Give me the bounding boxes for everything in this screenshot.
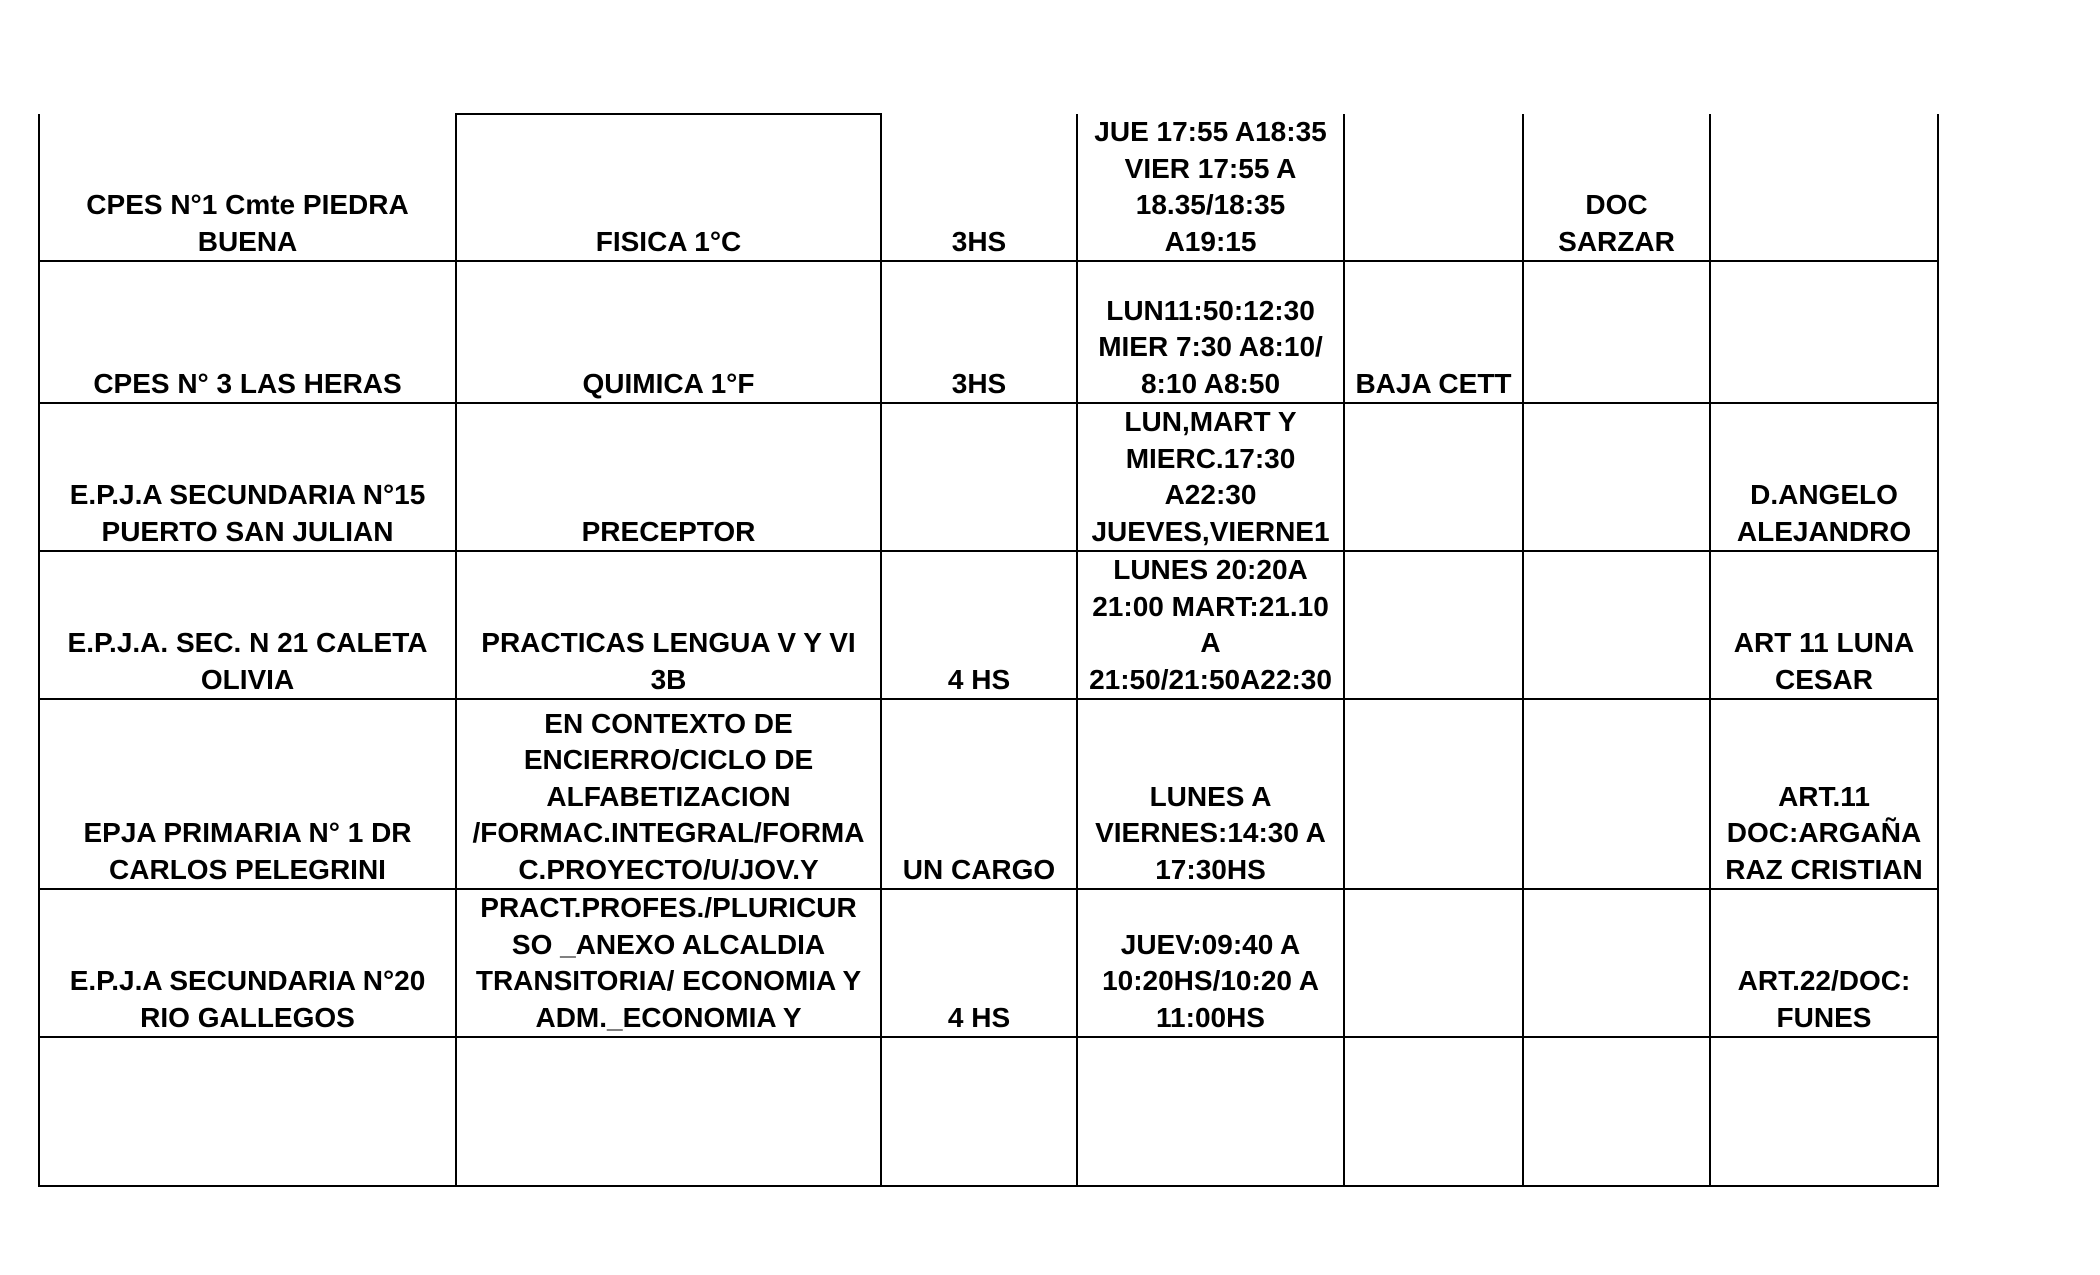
- subject-cell: [456, 699, 881, 889]
- status-value: BAJA CETT: [1355, 367, 1512, 399]
- hours-value: 4 HS: [947, 663, 1011, 695]
- spreadsheet-page: [38, 113, 1939, 1187]
- school-name: CPES N°1 Cmte PIEDRA BUENA: [86, 189, 409, 257]
- schedule-value: JUEV:09:40 A 10:20HS/10:20 A 11:00HS: [1102, 928, 1319, 1033]
- subject-name: QUIMICA 1°F: [582, 367, 755, 399]
- status-cell: [1344, 1037, 1523, 1186]
- hours-cell: [881, 551, 1077, 699]
- note-value: ART 11 LUNA CESAR: [1733, 627, 1915, 695]
- hours-value: 4 HS: [947, 1001, 1011, 1033]
- hours-cell: [881, 699, 1077, 889]
- school-name: E.P.J.A. SEC. N 21 CALETA OLIVIA: [67, 627, 428, 695]
- school-name: CPES N° 3 LAS HERAS: [93, 367, 402, 399]
- hours-cell: [881, 889, 1077, 1037]
- subject-name: PRACT.PROFES./PLURICUR SO _ANEXO ALCALDIA TRANSITORIA/ ECONOMIA Y ADM._ECONOMIA Y: [475, 892, 862, 1033]
- schedule-value: LUN11:50:12:30 MIER 7:30 A8:10/ 8:10 A8:50: [1098, 294, 1323, 399]
- note-value: D.ANGELO ALEJANDRO: [1736, 479, 1912, 547]
- status-cell: [1344, 114, 1523, 261]
- note-cell: [1710, 551, 1938, 699]
- table-row: [39, 403, 1938, 551]
- status-cell: [1344, 551, 1523, 699]
- assignments-table: [38, 113, 1939, 1187]
- subject-name: FISICA 1°C: [595, 225, 742, 257]
- subject-cell: [456, 1037, 881, 1186]
- schedule-value: LUN,MART Y MIERC.17:30 A22:30 JUEVES,VIERNE1: [1091, 406, 1330, 547]
- doc-cell: [1523, 403, 1710, 551]
- doc-value: DOC SARZAR: [1558, 189, 1675, 257]
- subject-name: EN CONTEXTO DE ENCIERRO/CICLO DE ALFABETIZACION /FORMAC.INTEGRAL/FORMA C.PROYECTO/U/JOV.Y: [472, 707, 865, 885]
- doc-cell: [1523, 699, 1710, 889]
- doc-cell: [1523, 261, 1710, 403]
- table-row: [39, 261, 1938, 403]
- subject-cell: [456, 114, 881, 261]
- table-row: [39, 114, 1938, 261]
- schedule-cell: [1077, 1037, 1344, 1186]
- hours-value: 3HS: [951, 225, 1007, 257]
- subject-cell: [456, 403, 881, 551]
- note-cell: [1710, 1037, 1938, 1186]
- schedule-value: LUNES A VIERNES:14:30 A 17:30HS: [1095, 780, 1326, 885]
- schedule-cell: [1077, 114, 1344, 261]
- status-cell: [1344, 889, 1523, 1037]
- subject-name: PRACTICAS LENGUA V Y VI 3B: [481, 627, 856, 695]
- hours-value: 3HS: [951, 367, 1007, 399]
- school-cell: [39, 889, 456, 1037]
- schedule-cell: [1077, 403, 1344, 551]
- subject-cell: [456, 551, 881, 699]
- table-row: [39, 889, 1938, 1037]
- school-name: E.P.J.A SECUNDARIA N°15 PUERTO SAN JULIAN: [69, 479, 426, 547]
- schedule-value: LUNES 20:20A 21:00 MART:21.10 A 21:50/21:50A22:30: [1089, 554, 1332, 695]
- school-cell: [39, 699, 456, 889]
- doc-cell: [1523, 889, 1710, 1037]
- schedule-cell: [1077, 551, 1344, 699]
- school-cell: [39, 261, 456, 403]
- table-row: [39, 1037, 1938, 1186]
- hours-cell: [881, 403, 1077, 551]
- subject-cell: [456, 261, 881, 403]
- hours-cell: [881, 114, 1077, 261]
- school-cell: [39, 551, 456, 699]
- doc-cell: [1523, 551, 1710, 699]
- status-cell: [1344, 261, 1523, 403]
- schedule-cell: [1077, 261, 1344, 403]
- table-row: [39, 551, 1938, 699]
- doc-cell: [1523, 1037, 1710, 1186]
- school-cell: [39, 403, 456, 551]
- note-value: ART.22/DOC: FUNES: [1737, 965, 1911, 1033]
- hours-cell: [881, 1037, 1077, 1186]
- schedule-cell: [1077, 889, 1344, 1037]
- schedule-cell: [1077, 699, 1344, 889]
- note-cell: [1710, 114, 1938, 261]
- hours-value: UN CARGO: [902, 853, 1056, 885]
- doc-cell: [1523, 114, 1710, 261]
- school-name: E.P.J.A SECUNDARIA N°20 RIO GALLEGOS: [69, 965, 426, 1033]
- school-cell: [39, 114, 456, 261]
- note-cell: [1710, 261, 1938, 403]
- status-cell: [1344, 699, 1523, 889]
- status-cell: [1344, 403, 1523, 551]
- subject-name: PRECEPTOR: [581, 515, 756, 547]
- note-cell: [1710, 699, 1938, 889]
- school-name: EPJA PRIMARIA N° 1 DR CARLOS PELEGRINI: [83, 817, 412, 885]
- note-cell: [1710, 403, 1938, 551]
- note-cell: [1710, 889, 1938, 1037]
- schedule-value: JUE 17:55 A18:35 VIER 17:55 A 18.35/18:35 A19:15: [1094, 116, 1327, 257]
- table-row: [39, 699, 1938, 889]
- note-value: ART.11 DOC:ARGAÑA RAZ CRISTIAN: [1725, 780, 1923, 885]
- hours-cell: [881, 261, 1077, 403]
- subject-cell: [456, 889, 881, 1037]
- school-cell: [39, 1037, 456, 1186]
